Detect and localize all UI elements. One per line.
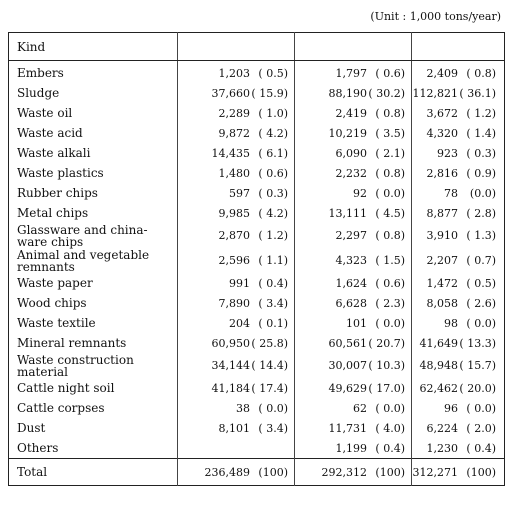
cell-percent: ( 1.0) <box>258 106 288 120</box>
cell-percent: ( 0.4) <box>375 441 405 455</box>
row-col2 <box>295 353 412 378</box>
row-col2 <box>295 418 412 438</box>
cell-percent: ( 1.2) <box>466 106 496 120</box>
table-row <box>9 378 505 398</box>
cell-percent: ( 0.3) <box>466 146 496 160</box>
table-row <box>9 61 505 84</box>
row-col2 <box>295 163 412 183</box>
row-kind: Wood chips <box>17 296 87 310</box>
row-kind: Waste construction material <box>17 352 134 379</box>
table-row <box>9 418 505 438</box>
cell-value: 1,230 <box>426 441 458 455</box>
cell-value: 9,985 <box>218 206 250 220</box>
cell-percent: ( 0.1) <box>258 316 288 330</box>
cell-percent: ( 0.6) <box>375 66 405 80</box>
row-kind: Cattle night soil <box>17 381 115 395</box>
cell-value: 4,323 <box>335 254 367 267</box>
table-row <box>9 313 505 333</box>
row-col3 <box>412 143 505 163</box>
cell-value: 92 <box>353 186 367 200</box>
cell-value: 204 <box>229 316 250 330</box>
cell-value: 4,320 <box>426 126 458 140</box>
cell-value: 34,144 <box>211 359 250 372</box>
cell-value: 2,596 <box>218 254 250 267</box>
cell-value: 1,203 <box>218 66 250 80</box>
cell-percent: ( 3.5) <box>375 126 405 140</box>
table-row <box>9 223 505 248</box>
cell-value: 8,101 <box>218 421 250 435</box>
row-col3 <box>412 203 505 223</box>
cell-value: 2,289 <box>218 106 250 120</box>
row-col2 <box>295 143 412 163</box>
row-col3 <box>412 378 505 398</box>
row-col3 <box>412 123 505 143</box>
cell-value: 1,624 <box>335 276 367 290</box>
row-col1 <box>178 248 295 273</box>
cell-percent: ( 1.2) <box>258 229 288 242</box>
row-col3 <box>412 103 505 123</box>
cell-value: 3,672 <box>426 106 458 120</box>
cell-percent: ( 6.1) <box>258 146 288 160</box>
row-col2 <box>295 333 412 353</box>
row-col3 <box>412 293 505 313</box>
cell-value: 292,312 <box>321 465 367 479</box>
cell-value: 597 <box>229 186 250 200</box>
cell-percent: ( 17.4) <box>251 381 288 395</box>
row-col2 <box>295 223 412 248</box>
cell-value: 923 <box>437 146 458 160</box>
table-row <box>9 123 505 143</box>
cell-percent: ( 0.8) <box>375 166 405 180</box>
cell-percent: ( 3.4) <box>258 421 288 435</box>
cell-value: 1,797 <box>335 66 367 80</box>
row-col2 <box>295 83 412 103</box>
table-row <box>9 333 505 353</box>
cell-percent: ( 1.1) <box>258 254 288 267</box>
row-col3 <box>412 83 505 103</box>
header-col2 <box>295 33 412 61</box>
cell-percent: ( 1.4) <box>466 126 496 140</box>
cell-value: 2,232 <box>335 166 367 180</box>
row-col1 <box>178 61 295 84</box>
cell-percent: ( 0.0) <box>466 401 496 415</box>
row-col1 <box>178 183 295 203</box>
row-kind: Embers <box>17 66 64 80</box>
row-kind: Waste alkali <box>17 146 91 160</box>
row-col2 <box>295 378 412 398</box>
cell-percent: ( 0.0) <box>375 186 405 200</box>
cell-value: 30,007 <box>328 359 367 372</box>
cell-percent: ( 2.0) <box>466 421 496 435</box>
cell-value: 96 <box>444 401 458 415</box>
table-row <box>9 353 505 378</box>
cell-value: 6,628 <box>335 296 367 310</box>
cell-value: 7,890 <box>218 296 250 310</box>
cell-value: 41,649 <box>419 336 458 350</box>
row-col3 <box>412 248 505 273</box>
row-col3 <box>412 313 505 333</box>
row-col3 <box>412 398 505 418</box>
cell-percent: ( 4.0) <box>375 421 405 435</box>
cell-value: 41,184 <box>211 381 250 395</box>
row-col2 <box>295 123 412 143</box>
row-col3 <box>412 418 505 438</box>
header-col1 <box>178 33 295 61</box>
row-col3 <box>412 333 505 353</box>
table-row <box>9 273 505 293</box>
row-col3 <box>412 223 505 248</box>
table-row <box>9 398 505 418</box>
table-row <box>9 143 505 163</box>
cell-value: 10,219 <box>328 126 367 140</box>
cell-value: 62 <box>353 401 367 415</box>
cell-value: 2,816 <box>426 166 458 180</box>
cell-percent: ( 0.4) <box>258 276 288 290</box>
cell-percent: ( 30.2) <box>368 86 405 100</box>
cell-value: 14,435 <box>211 146 250 160</box>
cell-percent: ( 2.8) <box>466 206 496 220</box>
row-col1 <box>178 333 295 353</box>
cell-value: 8,877 <box>426 206 458 220</box>
cell-percent: ( 3.4) <box>258 296 288 310</box>
cell-percent: ( 2.6) <box>466 296 496 310</box>
cell-value: 991 <box>229 276 250 290</box>
cell-percent: ( 2.3) <box>375 296 405 310</box>
row-col1 <box>178 103 295 123</box>
unit-note: (Unit : 1,000 tons/year) <box>370 10 501 23</box>
cell-value: 38 <box>236 401 250 415</box>
cell-percent: ( 15.9) <box>251 86 288 100</box>
row-col2 <box>295 61 412 84</box>
row-kind: Glassware and china-ware chips <box>17 222 148 249</box>
cell-value: 2,297 <box>335 229 367 242</box>
cell-percent: ( 0.9) <box>466 166 496 180</box>
row-col3 <box>412 353 505 378</box>
cell-percent: ( 1.3) <box>466 229 496 242</box>
cell-value: 1,480 <box>218 166 250 180</box>
cell-percent: ( 0.7) <box>466 254 496 267</box>
total-col2 <box>295 459 412 486</box>
cell-value: 13,111 <box>328 206 367 220</box>
cell-value: 98 <box>444 316 458 330</box>
waste-table <box>8 32 505 486</box>
total-col3 <box>412 459 505 486</box>
row-col1 <box>178 83 295 103</box>
row-col2 <box>295 313 412 333</box>
row-col3 <box>412 183 505 203</box>
row-kind: Cattle corpses <box>17 401 105 415</box>
cell-value: 112,821 <box>412 86 458 100</box>
cell-percent: ( 0.8) <box>375 106 405 120</box>
row-kind: Others <box>17 441 59 455</box>
cell-percent: ( 0.0) <box>258 401 288 415</box>
row-kind: Dust <box>17 421 46 435</box>
table-row <box>9 103 505 123</box>
row-col1 <box>178 313 295 333</box>
row-kind: Waste plastics <box>17 166 104 180</box>
cell-value: 11,731 <box>328 421 367 435</box>
row-col2 <box>295 103 412 123</box>
row-col1 <box>178 273 295 293</box>
cell-value: 78 <box>444 186 458 200</box>
cell-percent: ( 0.0) <box>375 316 405 330</box>
table-row <box>9 83 505 103</box>
cell-value: 2,207 <box>426 254 458 267</box>
cell-value: 49,629 <box>328 381 367 395</box>
cell-percent: (0.0) <box>469 186 496 200</box>
cell-percent: ( 13.3) <box>459 336 496 350</box>
cell-percent: ( 0.3) <box>258 186 288 200</box>
cell-value: 37,660 <box>211 86 250 100</box>
cell-value: 3,910 <box>426 229 458 242</box>
row-col2 <box>295 398 412 418</box>
row-kind: Animal and vegetable remnants <box>17 247 150 274</box>
cell-percent: (100) <box>466 465 496 479</box>
row-col1 <box>178 203 295 223</box>
total-row <box>9 459 505 486</box>
row-col3 <box>412 438 505 459</box>
table-row <box>9 183 505 203</box>
cell-percent: ( 15.7) <box>459 359 496 372</box>
row-col3 <box>412 61 505 84</box>
row-col2 <box>295 183 412 203</box>
total-col1 <box>178 459 295 486</box>
cell-percent: ( 36.1) <box>459 86 496 100</box>
cell-value: 62,462 <box>419 381 458 395</box>
table-row <box>9 163 505 183</box>
cell-value: 1,472 <box>426 276 458 290</box>
row-col1 <box>178 398 295 418</box>
cell-percent: ( 14.4) <box>251 359 288 372</box>
cell-percent: ( 0.6) <box>375 276 405 290</box>
row-col3 <box>412 163 505 183</box>
row-kind: Mineral remnants <box>17 336 127 350</box>
row-col1 <box>178 143 295 163</box>
cell-percent: ( 0.0) <box>375 401 405 415</box>
row-col2 <box>295 293 412 313</box>
row-col2 <box>295 203 412 223</box>
cell-value: 2,419 <box>335 106 367 120</box>
cell-percent: ( 10.3) <box>368 359 405 372</box>
cell-value: 48,948 <box>419 359 458 372</box>
row-col2 <box>295 248 412 273</box>
row-kind: Rubber chips <box>17 186 98 200</box>
table-row <box>9 248 505 273</box>
cell-percent: ( 0.8) <box>375 229 405 242</box>
cell-percent: ( 17.0) <box>368 381 405 395</box>
total-kind: Total <box>9 459 178 486</box>
cell-percent: ( 2.1) <box>375 146 405 160</box>
cell-value: 8,058 <box>426 296 458 310</box>
table-row <box>9 293 505 313</box>
row-col1 <box>178 293 295 313</box>
cell-value: 236,489 <box>204 465 250 479</box>
cell-percent: ( 0.5) <box>258 66 288 80</box>
table-body <box>9 33 505 486</box>
row-kind: Waste paper <box>17 276 93 290</box>
cell-percent: ( 0.6) <box>258 166 288 180</box>
cell-percent: ( 25.8) <box>251 336 288 350</box>
cell-value: 60,561 <box>328 336 367 350</box>
cell-percent: (100) <box>375 465 405 479</box>
row-kind: Sludge <box>17 86 60 100</box>
cell-percent: ( 20.7) <box>368 336 405 350</box>
cell-percent: ( 0.0) <box>466 316 496 330</box>
row-kind: Waste oil <box>17 106 73 120</box>
cell-percent: ( 1.5) <box>375 254 405 267</box>
cell-percent: ( 4.5) <box>375 206 405 220</box>
row-col3 <box>412 273 505 293</box>
row-col2 <box>295 438 412 459</box>
cell-percent: ( 20.0) <box>459 381 496 395</box>
cell-percent: (100) <box>258 465 288 479</box>
cell-value: 60,950 <box>211 336 250 350</box>
row-kind: Metal chips <box>17 206 89 220</box>
row-col1 <box>178 123 295 143</box>
row-kind: Waste acid <box>17 126 83 140</box>
row-col1 <box>178 378 295 398</box>
row-col1 <box>178 353 295 378</box>
row-kind: Waste textile <box>17 316 96 330</box>
table-row <box>9 203 505 223</box>
cell-value: 312,271 <box>412 465 458 479</box>
cell-value: 6,090 <box>335 146 367 160</box>
cell-value: 2,870 <box>218 229 250 242</box>
cell-value: 88,190 <box>328 86 367 100</box>
cell-value: 1,199 <box>335 441 367 455</box>
cell-percent: ( 0.5) <box>466 276 496 290</box>
header-col3 <box>412 33 505 61</box>
row-col1 <box>178 163 295 183</box>
header-kind: Kind <box>9 33 178 61</box>
cell-percent: ( 0.8) <box>466 66 496 80</box>
cell-value: 6,224 <box>426 421 458 435</box>
header-row <box>9 33 505 61</box>
cell-percent: ( 4.2) <box>258 126 288 140</box>
cell-percent: ( 4.2) <box>258 206 288 220</box>
row-col1 <box>178 438 295 459</box>
row-col2 <box>295 273 412 293</box>
cell-value: 9,872 <box>218 126 250 140</box>
cell-value: 2,409 <box>426 66 458 80</box>
cell-percent: ( 0.4) <box>466 441 496 455</box>
cell-value: 101 <box>346 316 367 330</box>
table-row <box>9 438 505 459</box>
row-col1 <box>178 223 295 248</box>
row-col1 <box>178 418 295 438</box>
